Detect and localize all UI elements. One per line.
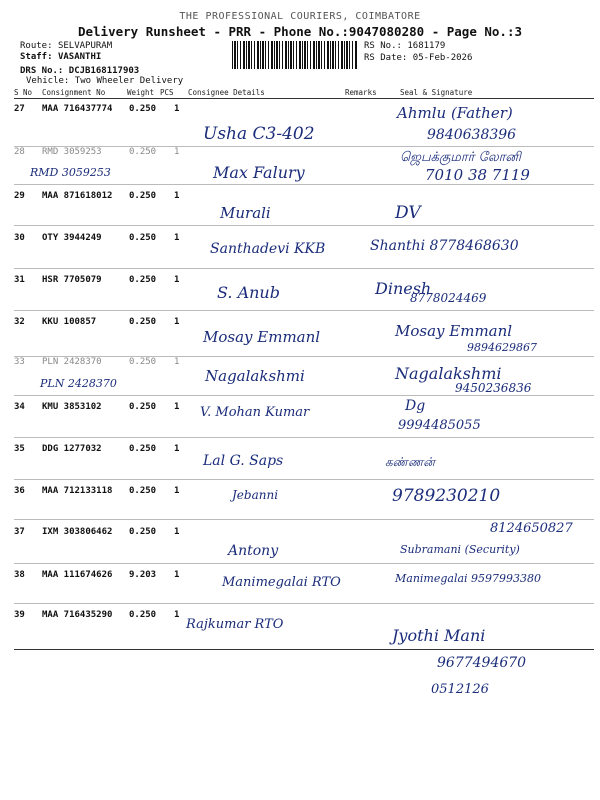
signature-handwriting: Nagalakshmi bbox=[395, 364, 502, 383]
staff-line bbox=[20, 52, 101, 63]
signature-handwriting: Ahmlu (Father) bbox=[397, 104, 513, 122]
row-consignment: MAA 871618012 bbox=[42, 191, 113, 201]
row-consignment: KKU 100857 bbox=[42, 317, 97, 327]
phone-handwriting: 9994485055 bbox=[398, 418, 481, 433]
phone-handwriting: 9840638396 bbox=[427, 127, 517, 143]
row-sno: 29 bbox=[14, 191, 25, 201]
phone-handwriting: 9894629867 bbox=[467, 341, 537, 354]
rs-no-line bbox=[364, 41, 445, 52]
signature-handwriting: 9789230210 bbox=[392, 486, 501, 506]
route-label: Route: bbox=[20, 41, 53, 51]
row-weight: 0.250 bbox=[129, 444, 157, 454]
rs-date-label: RS Date: bbox=[364, 53, 408, 63]
row-divider bbox=[14, 479, 594, 480]
signature-handwriting: Manimegalai 9597993380 bbox=[395, 572, 542, 585]
row-consignment: RMD 3059253 bbox=[42, 147, 102, 157]
signature-handwriting: கண்ணன் bbox=[385, 455, 435, 469]
row-divider bbox=[14, 519, 594, 520]
consignee-handwriting: S. Anub bbox=[217, 283, 280, 302]
row-consignment: OTY 3944249 bbox=[42, 233, 102, 243]
col-sno: S No bbox=[14, 88, 33, 97]
row-pcs: 1 bbox=[174, 191, 180, 201]
col-weight: Weight bbox=[127, 88, 155, 97]
row-pcs: 1 bbox=[174, 610, 180, 620]
rs-date-line bbox=[364, 53, 472, 64]
row-sno: 37 bbox=[14, 527, 25, 537]
consignee-handwriting: Nagalakshmi bbox=[205, 367, 305, 385]
consignment-handwriting: PLN 2428370 bbox=[40, 377, 117, 390]
col-pcs: PCS bbox=[160, 88, 174, 97]
row-divider bbox=[14, 310, 594, 311]
rs-no-label: RS No.: bbox=[364, 41, 402, 51]
row-consignment: HSR 7705079 bbox=[42, 275, 102, 285]
row-divider bbox=[14, 563, 594, 564]
consignee-handwriting: Jebanni bbox=[232, 488, 279, 502]
consignee-handwriting: Lal G. Saps bbox=[203, 453, 284, 469]
phone-handwriting: 9450236836 bbox=[455, 381, 532, 395]
phone-handwriting: 8778024469 bbox=[410, 291, 487, 305]
row-pcs: 1 bbox=[174, 486, 180, 496]
row-divider bbox=[14, 437, 594, 438]
row-sno: 33 bbox=[14, 357, 25, 367]
page-title: Delivery Runsheet - PRR - Phone No.:9047080280 - Page No.:3 bbox=[77, 24, 522, 39]
row-weight: 0.250 bbox=[129, 275, 157, 285]
row-consignment: MAA 716437774 bbox=[42, 104, 113, 114]
row-pcs: 1 bbox=[174, 317, 180, 327]
col-consignee: Consignee Details bbox=[188, 88, 265, 97]
consignee-handwriting: Max Falury bbox=[213, 163, 305, 182]
row-weight: 0.250 bbox=[129, 317, 157, 327]
signature-handwriting: Shanthi 8778468630 bbox=[370, 238, 519, 254]
consignee-handwriting: Murali bbox=[220, 204, 271, 222]
phone-handwriting: 7010 38 7119 bbox=[425, 166, 530, 184]
row-weight: 0.250 bbox=[129, 527, 157, 537]
row-pcs: 1 bbox=[174, 527, 180, 537]
row-sno: 34 bbox=[14, 402, 25, 412]
row-pcs: 1 bbox=[174, 357, 180, 367]
row-divider bbox=[14, 603, 594, 604]
consignee-handwriting: Mosay Emmanl bbox=[203, 328, 321, 346]
row-weight: 0.250 bbox=[129, 233, 157, 243]
row-sno: 32 bbox=[14, 317, 25, 327]
signature-handwriting: Dinesh bbox=[375, 279, 432, 298]
row-divider bbox=[14, 268, 594, 269]
consignee-handwriting: Rajkumar RTO bbox=[186, 617, 284, 632]
signature-handwriting: Subramani (Security) bbox=[400, 543, 520, 556]
row-weight: 9.203 bbox=[129, 570, 157, 580]
row-weight: 0.250 bbox=[129, 357, 157, 367]
phone-handwriting: 9677494670 bbox=[437, 655, 527, 671]
staff-label: Staff: bbox=[20, 52, 53, 62]
drs-value: DCJB168117903 bbox=[68, 66, 140, 76]
consignment-handwriting: RMD 3059253 bbox=[30, 166, 111, 179]
phone-handwriting: 8124650827 bbox=[490, 521, 573, 536]
consignee-handwriting: Usha C3-402 bbox=[203, 124, 315, 144]
row-weight: 0.250 bbox=[129, 104, 157, 114]
row-consignment: KMU 3853102 bbox=[42, 402, 102, 412]
row-pcs: 1 bbox=[174, 570, 180, 580]
row-pcs: 1 bbox=[174, 104, 180, 114]
consignee-handwriting: Antony bbox=[228, 543, 279, 559]
row-weight: 0.250 bbox=[129, 191, 157, 201]
row-pcs: 1 bbox=[174, 444, 180, 454]
row-weight: 0.250 bbox=[129, 402, 157, 412]
row-weight: 0.250 bbox=[129, 486, 157, 496]
row-divider bbox=[14, 184, 594, 185]
drs-label: DRS No.: bbox=[20, 66, 64, 76]
vehicle-value: Two Wheeler Delivery bbox=[74, 76, 184, 86]
route-line bbox=[20, 41, 112, 52]
row-sno: 35 bbox=[14, 444, 25, 454]
header-rule bbox=[14, 98, 594, 99]
row-pcs: 1 bbox=[174, 402, 180, 412]
row-consignment: MAA 111674626 bbox=[42, 570, 113, 580]
rs-no-value: 1681179 bbox=[407, 41, 446, 51]
col-consignment: Consignment No bbox=[42, 88, 106, 97]
signature-handwriting: DV bbox=[395, 203, 421, 223]
row-pcs: 1 bbox=[174, 275, 180, 285]
company-name: THE PROFESSIONAL COURIERS, COIMBATORE bbox=[179, 11, 421, 22]
row-sno: 31 bbox=[14, 275, 25, 285]
row-weight: 0.250 bbox=[129, 147, 157, 157]
row-consignment: MAA 712133118 bbox=[42, 486, 113, 496]
row-divider bbox=[14, 225, 594, 226]
row-consignment: PLN 2428370 bbox=[42, 357, 102, 367]
row-sno: 30 bbox=[14, 233, 25, 243]
footer-handwriting: 0512126 bbox=[431, 682, 489, 697]
row-pcs: 1 bbox=[174, 233, 180, 243]
signature-handwriting: Jyothi Mani bbox=[392, 626, 486, 645]
col-seal: Seal & Signature bbox=[400, 88, 473, 97]
signature-handwriting: ஜெபக்குமார் லோனி bbox=[400, 150, 521, 165]
signature-handwriting: Dg bbox=[405, 398, 426, 414]
signature-handwriting: Mosay Emmanl bbox=[395, 322, 513, 340]
consignee-handwriting: V. Mohan Kumar bbox=[200, 405, 310, 420]
row-consignment: DDG 1277032 bbox=[42, 444, 102, 454]
staff-value: VASANTHI bbox=[57, 52, 102, 62]
row-sno: 27 bbox=[14, 104, 25, 114]
row-sno: 38 bbox=[14, 570, 25, 580]
rs-date-value: 05-Feb-2026 bbox=[412, 53, 473, 63]
vehicle-label: Vehicle: bbox=[26, 76, 70, 86]
vehicle-line bbox=[26, 76, 183, 87]
col-remarks: Remarks bbox=[345, 88, 377, 97]
row-consignment: MAA 716435290 bbox=[42, 610, 113, 620]
row-sno: 28 bbox=[14, 147, 25, 157]
row-divider bbox=[14, 395, 594, 396]
row-consignment: IXM 303806462 bbox=[42, 527, 113, 537]
table-bottom-rule bbox=[14, 649, 594, 650]
consignee-handwriting: Santhadevi KKB bbox=[210, 241, 326, 257]
route-value: SELVAPURAM bbox=[57, 41, 113, 51]
row-weight: 0.250 bbox=[129, 610, 157, 620]
consignee-handwriting: Manimegalai RTO bbox=[222, 575, 341, 590]
row-sno: 36 bbox=[14, 486, 25, 496]
barcode bbox=[232, 41, 358, 69]
row-pcs: 1 bbox=[174, 147, 180, 157]
row-sno: 39 bbox=[14, 610, 25, 620]
